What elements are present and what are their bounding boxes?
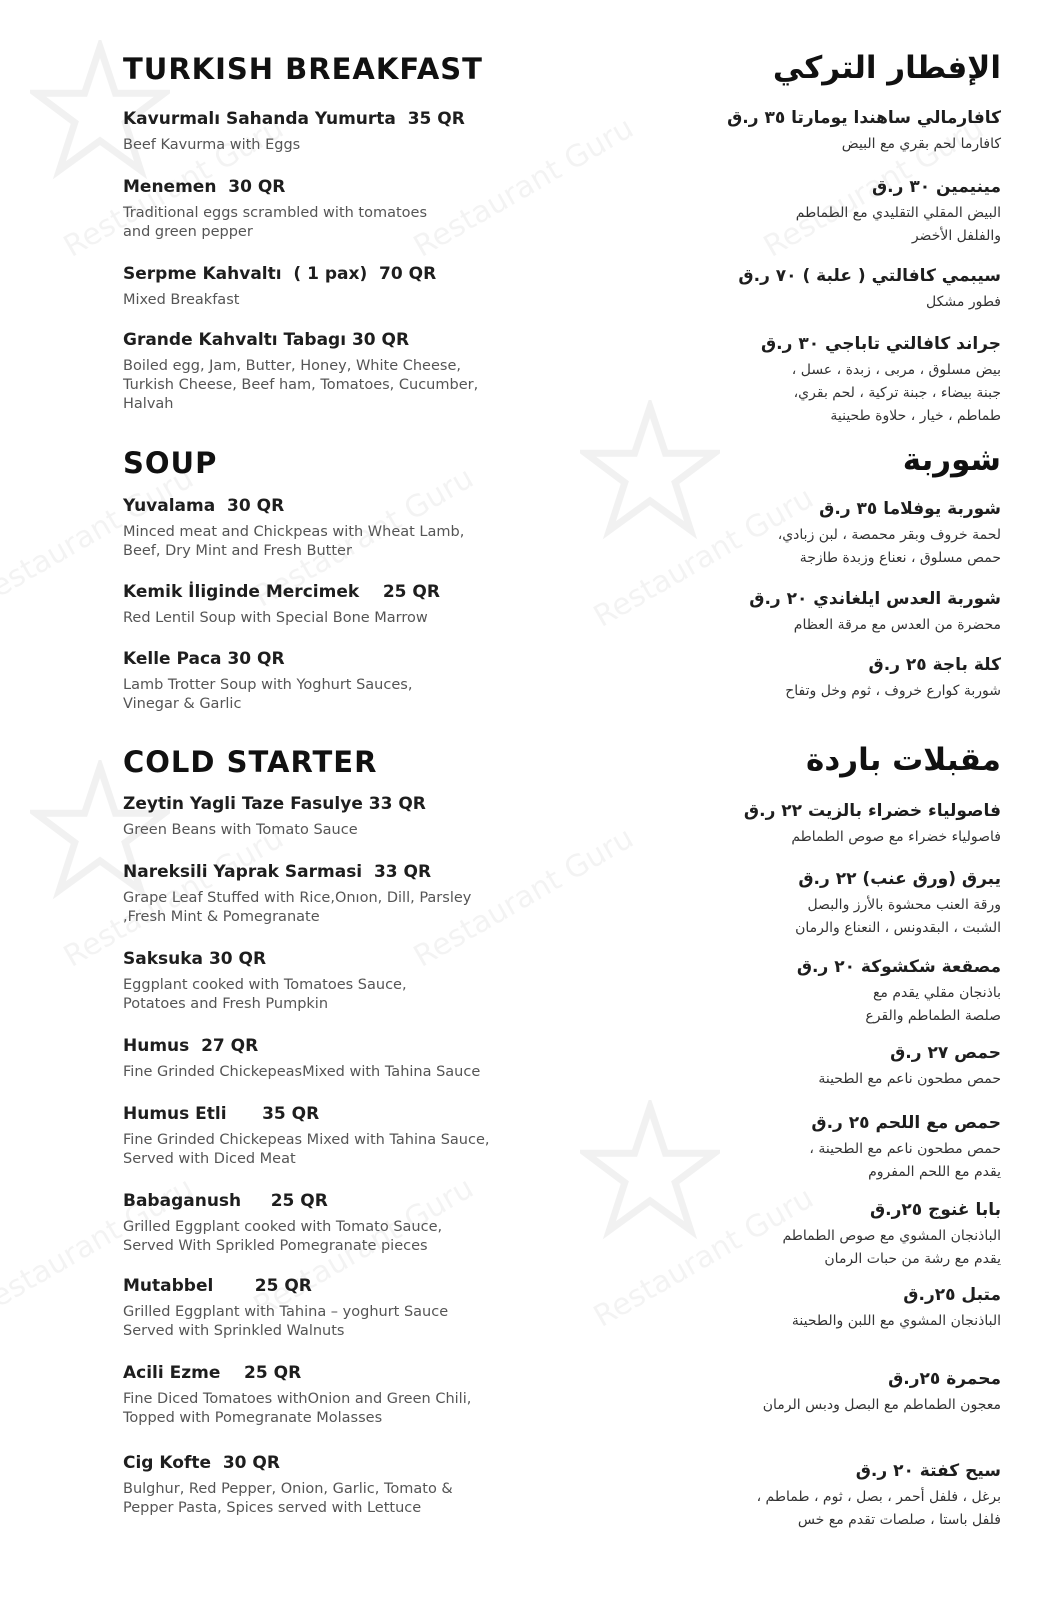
item-name-ar: كافارمالي ساهندا يومارتا ٣٥ ر.ق [727,108,1001,128]
menu-item [123,329,643,414]
menu-item-ar [671,800,1001,849]
item-name-ar: فاصولياء خضراء بالزيت ٢٢ ر.ق [743,801,1001,821]
item-description: Bulghur, Red Pepper, Onion, Garlic, Tomato & Pepper Pasta, Spices served with Lettuce [123,1481,453,1516]
item-description-ar: شوربة كوارع خروف ، ثوم وخل وتفاح [785,683,1001,699]
menu-item [123,581,643,628]
menu-item [123,861,643,927]
item-description-ar: كافارما لحم بقري مع البيض [841,136,1001,152]
menu-item-ar [671,956,1001,1028]
menu-item-ar [671,1460,1001,1532]
item-description-ar: البيض المقلي التقليدي مع الطماطم والفلفل الأخضر [795,205,1001,244]
item-name: Kavurmalı Sahanda Yumurta 35 QR [123,109,465,129]
item-name-ar: متبل ٢٥ر.ق [903,1285,1001,1305]
item-name-ar: كلة باجة ٢٥ ر.ق [868,655,1001,675]
menu-item-ar [671,1042,1001,1091]
section-title-soup: SOUP [123,446,218,480]
item-name-ar: شوربة العدس ايلغاندي ٢٠ ر.ق [749,589,1001,609]
item-description: Traditional eggs scrambled with tomatoes and green pepper [123,205,428,240]
item-name: Kemik İliginde Mercimek 25 QR [123,582,440,602]
item-description-ar: لحمة خروف وبقر محمصة ، لبن زبادي، حمص مسلوق ، نعناع وزبدة طازجة [777,527,1001,566]
menu-item [123,1190,643,1256]
item-name: Yuvalama 30 QR [123,496,285,516]
item-name: Babaganush 25 QR [123,1191,328,1211]
menu-item [123,1452,643,1518]
item-description: Fine Grinded Chickepeas Mixed with Tahina Sauce, Served with Diced Meat [123,1132,490,1167]
menu-item-ar [671,1368,1001,1417]
item-description: Boiled egg, Jam, Butter, Honey, White Cheese, Turkish Cheese, Beef ham, Tomatoes, Cucumber, Halvah [123,358,479,412]
item-name: Serpme Kahvaltı ( 1 pax) 70 QR [123,264,437,284]
menu-item-ar [671,107,1001,156]
menu-item-ar [671,176,1001,248]
section-title-cold-starter: COLD STARTER [123,745,378,779]
menu-item-ar [671,1284,1001,1333]
item-description: Green Beans with Tomato Sauce [123,822,358,838]
item-description-ar: باذنجان مقلي يقدم مع صلصة الطماطم والقرع [865,985,1001,1024]
menu-item [123,495,643,561]
menu-item [123,1103,643,1169]
item-name-ar: مينيمين ٣٠ ر.ق [871,177,1001,197]
item-description-ar: الباذنجان المشوي مع اللبن والطحينة [791,1313,1001,1329]
item-description-ar: الباذنجان المشوي مع صوص الطماطم يقدم مع رشة من حبات الرمان [782,1228,1001,1267]
item-description: Eggplant cooked with Tomatoes Sauce, Potatoes and Fresh Pumpkin [123,977,407,1012]
menu-item [123,1362,643,1428]
item-name-ar: يبرق (ورق عنب) ٢٢ ر.ق [798,869,1001,889]
item-name-ar: حمص مع اللحم ٢٥ ر.ق [811,1113,1001,1133]
item-name: Humus Etli 35 QR [123,1104,320,1124]
item-description: Lamb Trotter Soup with Yoghurt Sauces, Vinegar & Garlic [123,677,413,712]
item-description: Fine Diced Tomatoes withOnion and Green Chili, Topped with Pomegranate Molasses [123,1391,472,1426]
item-description: Minced meat and Chickpeas with Wheat Lamb, Beef, Dry Mint and Fresh Butter [123,524,465,559]
item-name: Nareksili Yaprak Sarmasi 33 QR [123,862,432,882]
item-description: Fine Grinded ChickepeasMixed with Tahina Sauce [123,1064,481,1080]
menu-item-ar [671,588,1001,637]
item-description: Beef Kavurma with Eggs [123,137,301,153]
menu-item [123,108,643,155]
menu-item [123,1035,643,1082]
item-description-ar: فطور مشكل [926,294,1001,310]
item-name-ar: مصقعة شكشوكة ٢٠ ر.ق [796,957,1001,977]
item-name-ar: سيبمي كافالتي ( علبة ) ٧٠ ر.ق [738,266,1001,286]
menu-item [123,176,643,242]
item-description: Grilled Eggplant with Tahina – yoghurt Sauce Served with Sprinkled Walnuts [123,1304,449,1339]
item-name: Cig Kofte 30 QR [123,1453,280,1473]
item-description: Grilled Eggplant cooked with Tomato Sauce, Served With Sprikled Pomegranate pieces [123,1219,443,1254]
item-name: Humus 27 QR [123,1036,259,1056]
menu-item-ar [671,868,1001,940]
item-name: Menemen 30 QR [123,177,286,197]
item-description-ar: فاصولياء خضراء مع صوص الطماطم [791,829,1001,845]
section-title-turkish-breakfast: TURKISH BREAKFAST [123,52,483,86]
item-description: Mixed Breakfast [123,292,240,308]
item-description-ar: معجون الطماطم مع البصل ودبس الرمان [762,1397,1001,1413]
menu-item-ar [671,265,1001,314]
item-name: Acili Ezme 25 QR [123,1363,302,1383]
menu-item-ar [671,498,1001,570]
item-name: Saksuka 30 QR [123,949,267,969]
item-name-ar: محمرة ٢٥ر.ق [888,1369,1001,1389]
item-name-ar: بابا غنوج ٢٥ر.ق [869,1200,1001,1220]
item-description-ar: حمص مطحون ناعم مع الطحينة [818,1071,1001,1087]
menu-item-ar [671,333,1001,428]
item-name-ar: شوربة يوفلاما ٣٥ ر.ق [819,499,1001,519]
menu-item [123,793,643,840]
section-title-ar-cold-starter: مقبلات باردة [806,742,1001,778]
menu-item-ar [671,654,1001,703]
item-description: Red Lentil Soup with Special Bone Marrow [123,610,428,626]
menu-item-ar [671,1199,1001,1271]
item-name: Kelle Paca 30 QR [123,649,285,669]
item-description: Grape Leaf Stuffed with Rice,Onıon, Dill, Parsley ,Fresh Mint & Pomegranate [123,890,472,925]
item-name-ar: سيح كفتة ٢٠ ر.ق [855,1461,1001,1481]
item-description-ar: محضرة من العدس مع مرقة العظام [793,617,1001,633]
menu-item [123,263,643,310]
item-description-ar: بيض مسلوق ، مربى ، زبدة ، عسل ، جبنة بيضاء ، جبنة تركية ، لحم بقري، طماطم ، خيار ، حلاوة طحينية [791,362,1001,424]
item-name: Mutabbel 25 QR [123,1276,312,1296]
menu-item [123,948,643,1014]
item-name-ar: جراند كافالتي تاباجي ٣٠ ر.ق [760,334,1001,354]
item-name-ar: حمص ٢٧ ر.ق [890,1043,1001,1063]
item-name: Zeytin Yagli Taze Fasulye 33 QR [123,794,426,814]
menu-item [123,1275,643,1341]
item-description-ar: حمص مطحون ناعم مع الطحينة ، يقدم مع اللحم المفروم [809,1141,1001,1180]
section-title-ar-soup: شوربة [902,442,1001,478]
section-title-ar-breakfast: الإفطار التركي [772,50,1001,86]
item-name: Grande Kahvaltı Tabagı 30 QR [123,330,410,350]
item-description-ar: برغل ، فلفل أحمر ، بصل ، ثوم ، طماطم ، فلفل باستا ، صلصات تقدم مع خس [756,1489,1001,1528]
menu-item-ar [671,1112,1001,1184]
item-description-ar: ورقة العنب محشوة بالأرز والبصل الشبت ، البقدونس ، النعناع والرمان [795,897,1001,936]
menu-item [123,648,643,714]
